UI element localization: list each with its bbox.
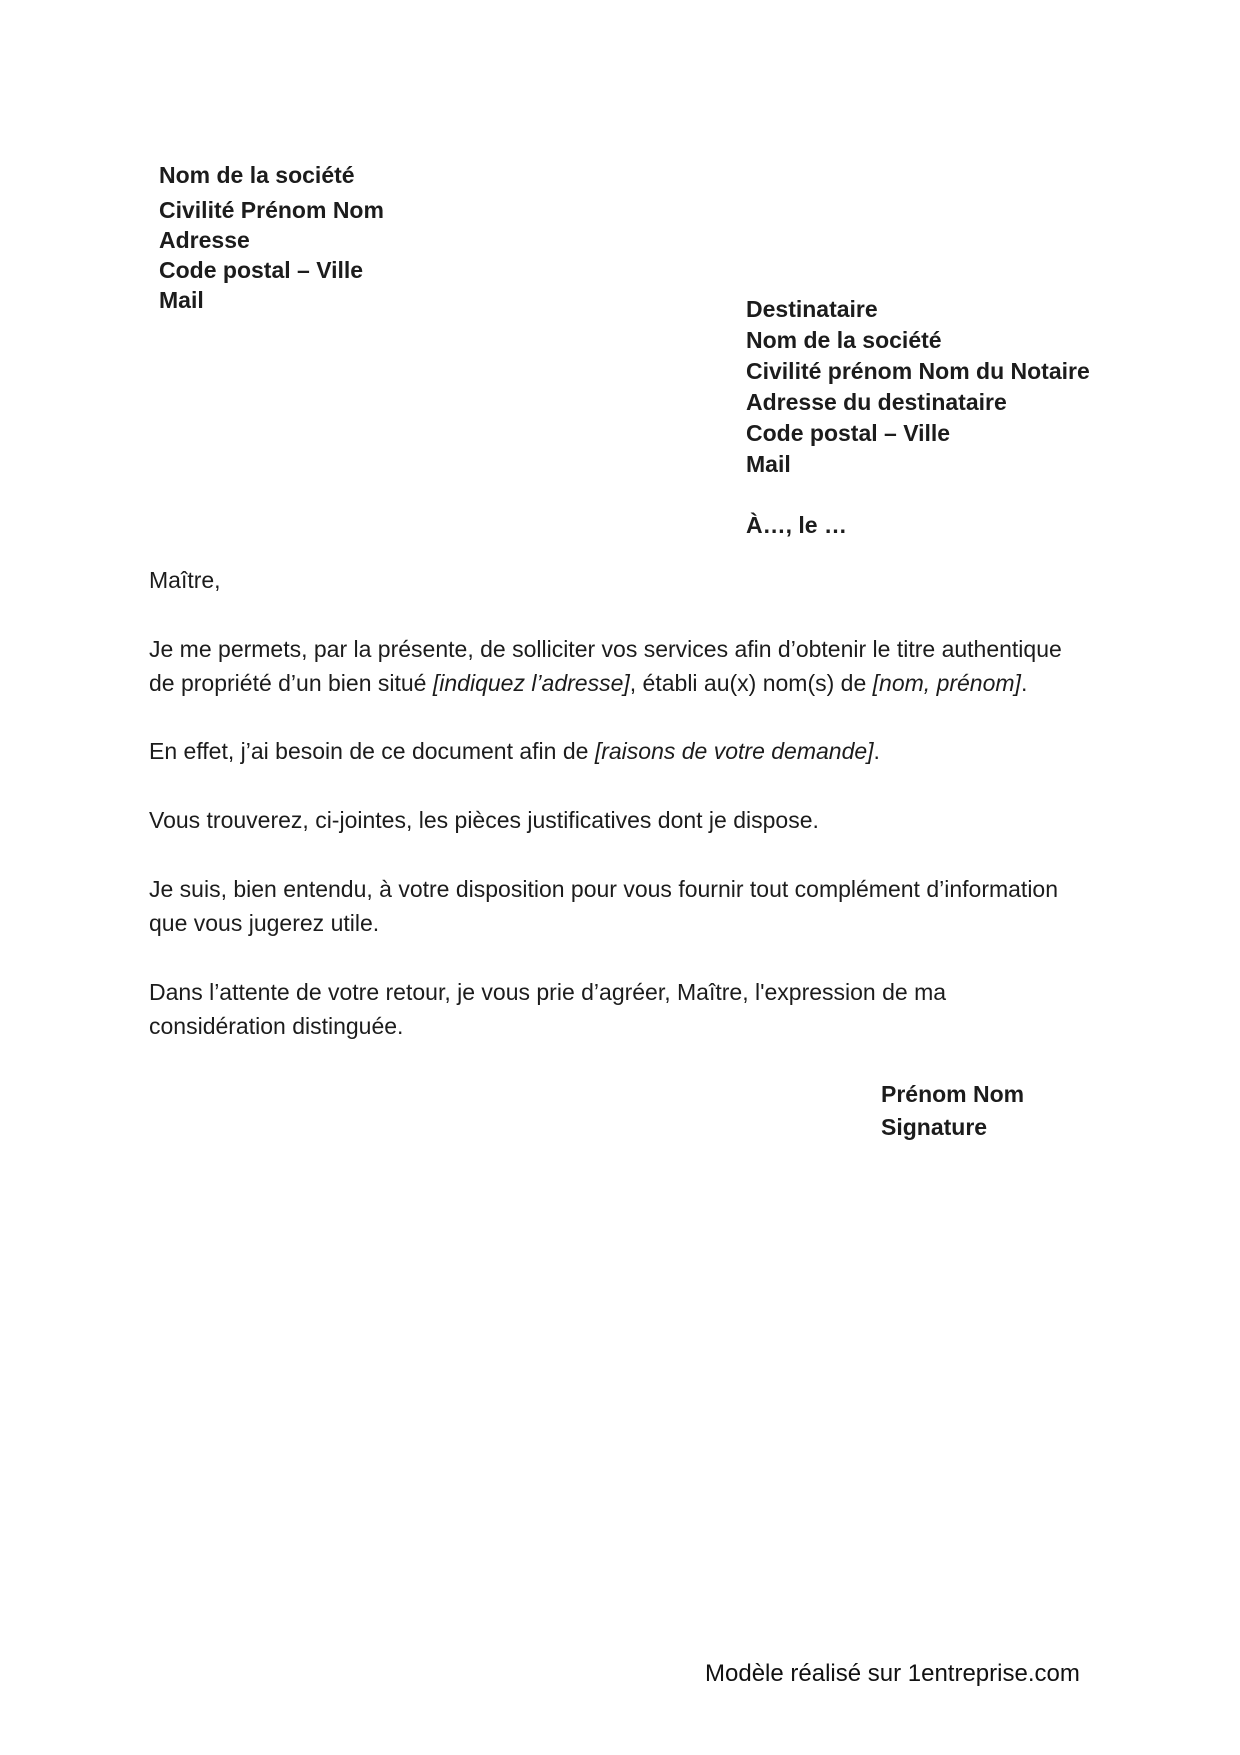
paragraph-request-text-a: Je me permets, par la présente, de solliciter vos services afin d’obtenir le titre authentique de propriété d’un bien situé: [149, 636, 1062, 696]
recipient-address: Adresse du destinataire: [746, 389, 1007, 415]
recipient-name: Civilité prénom Nom du Notaire: [746, 358, 1090, 384]
signature-block: [881, 1078, 1024, 1144]
paragraph-request-text-c: .: [1020, 670, 1028, 696]
salutation: Maître,: [149, 567, 221, 593]
recipient-city: Code postal – Ville: [746, 420, 951, 446]
recipient-mail: Mail: [746, 451, 791, 477]
paragraph-request-text-b: , établi au(x) nom(s) de: [629, 670, 873, 696]
sender-address: Adresse: [159, 227, 250, 253]
placeholder-reason: [raisons de votre demande]: [594, 738, 874, 764]
recipient-company: Nom de la société: [746, 327, 942, 353]
recipient-label: Destinataire: [746, 296, 878, 322]
paragraph-attachments: Vous trouverez, ci-jointes, les pièces justificatives dont je dispose.: [149, 807, 819, 833]
sender-block: [159, 160, 384, 315]
placeholder-owner-name: [nom, prénom]: [872, 670, 1021, 696]
placeholder-address: [indiquez l’adresse]: [432, 670, 630, 696]
date-line: À…, le …: [746, 512, 847, 538]
paragraph-request: [149, 632, 1089, 700]
sender-city: Code postal – Ville: [159, 257, 364, 283]
recipient-block: [746, 294, 1090, 480]
sender-company: Nom de la société: [159, 162, 355, 188]
paragraph-reason-text-a: En effet, j’ai besoin de ce document afin de: [149, 738, 595, 764]
paragraph-reason: [149, 734, 1089, 768]
sender-name: Civilité Prénom Nom: [159, 197, 384, 223]
paragraph-reason-text-b: .: [873, 738, 880, 764]
signature-name: Prénom Nom: [881, 1081, 1025, 1107]
paragraph-closing: Dans l’attente de votre retour, je vous prie d’agréer, Maître, l'expression de ma considération distinguée.: [149, 979, 947, 1039]
signature-label: Signature: [881, 1114, 988, 1140]
paragraph-availability: Je suis, bien entendu, à votre disposition pour vous fournir tout complément d’information que vous jugerez utile.: [149, 876, 1059, 936]
footer-credit: Modèle réalisé sur 1entreprise.com: [705, 1660, 1080, 1687]
sender-mail: Mail: [159, 287, 204, 313]
